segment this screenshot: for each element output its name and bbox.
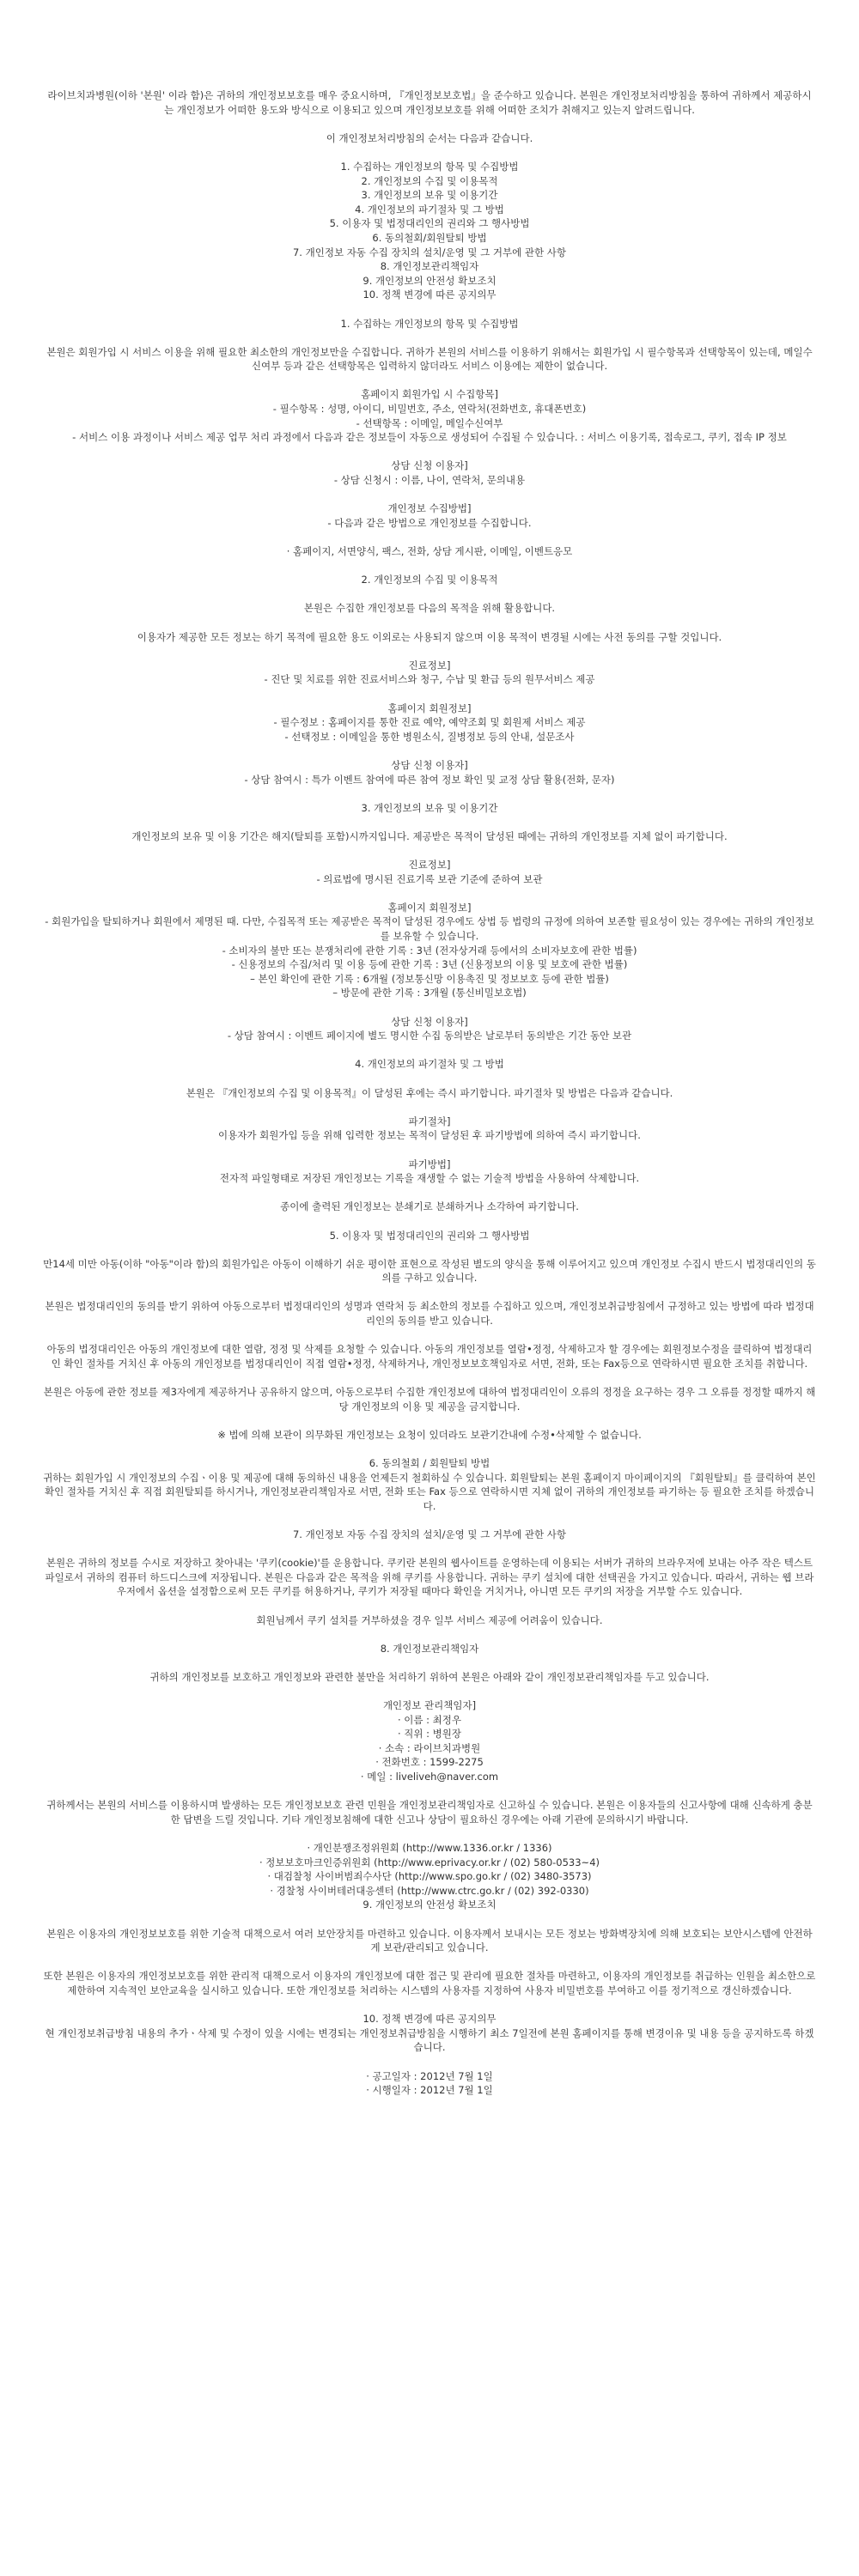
policy-paragraph: 상담 신청 이용자] - 상담 참여시 : 특가 이벤트 참여에 따른 참여 정보 확인 및 교정 상담 활용(전화, 문자) (244, 758, 615, 786)
policy-paragraph: 4. 개인정보의 파기절차 및 그 방법 (355, 1058, 504, 1071)
policy-paragraph: 귀하께서는 본원의 서비스를 이용하시며 발생하는 모든 개인정보보호 관련 민원을 개인정보관리책임자로 신고하실 수 있습니다. 본원은 이용자들의 신고사항에 대해 신속하게 충분한 답변을 드릴 것입니다. 기타 개인정보침해에 대한 신고나 상담이 필요하신 경우에는 아래 기관에 문의하시기 바랍니다. (46, 1799, 813, 1826)
policy-paragraph: 진료정보] - 진단 및 치료를 위한 진료서비스와 청구, 수납 및 환급 등의 원무서비스 제공 (264, 659, 595, 686)
policy-paragraph: 1. 수집하는 개인정보의 항목 및 수집방법 2. 개인정보의 수집 및 이용목적 3. 개인정보의 보유 및 이용기간 4. 개인정보의 파기절차 및 그 방법 5. 이용자 및 법정대리인의 권리와 그 행사방법 6. 동의철회/회원탈퇴 방법 7. 개인정보 자동 수집 장치의 설치/운영 및 그 거부에 관한 사항 8. 개인정보관리책임자 9. 개인정보의 안전성 확보조치 10. 정책 변경에 따른 공지의무 (292, 160, 566, 301)
policy-paragraph: 6. 동의철회 / 회원탈퇴 방법 귀하는 회원가입 시 개인정보의 수집ㆍ이용 및 제공에 대해 동의하신 내용을 언제든지 철회하실 수 있습니다. 회원탈퇴는 본원 홈페이지 마이페이지의 『회원탈퇴』를 클릭하여 본인 확인 절차를 거치신 후 직접 회원탈퇴를 하시거나, 개인정보관리책임자로 서면, 전화 또는 Fax 등으로 연락하시면 지체 없이 귀하의 개인정보를 파기하는 등 필요한 조치를 하겠습니다. (43, 1457, 816, 1512)
policy-paragraph: 상담 신청 이용자] - 상담 참여시 : 이벤트 페이지에 별도 명시한 수집 동의받은 날로부터 동의받은 기간 동안 보관 (227, 1015, 632, 1042)
policy-paragraph: 종이에 출력된 개인정보는 분쇄기로 분쇄하거나 소각하여 파기합니다. (280, 1200, 579, 1213)
policy-paragraph: 본원은 『개인정보의 수집 및 이용목적』이 달성된 후에는 즉시 파기합니다. 파기절차 및 방법은 다음과 같습니다. (186, 1086, 673, 1099)
policy-paragraph: 홈페이지 회원정보] - 회원가입을 탈퇴하거나 회원에서 제명된 때. 다만, 수집목적 또는 제공받은 목적이 달성된 경우에도 상법 등 법령의 규정에 의하여 보존할 필요성이 있는 경우에는 귀하의 개인정보를 보유할 수 있습니다. - 소비자의 불만 또는 분쟁처리에 관한 기록 : 3년 (전자상거래 등에서의 소비자보호에 관한 법률) - 신용정보의 수집/처리 및 이용 등에 관한 기록 : 3년 (신용정보의 이용 및 보호에 관한 법률) – 본인 확인에 관한 기록 : 6개월 (정보통신망 이용촉진 및 정보보호 등에 관한 법률) – 방문에 관한 기록 : 3개월 (통신비밀보호법) (45, 901, 814, 999)
policy-paragraph: 만14세 미만 아동(이하 "아동"이라 함)의 회원가입은 아동이 이해하기 쉬운 평이한 표현으로 작성된 별도의 양식을 통해 이루어지고 있으며 개인정보 수집시 반드시 법정대리인의 동의를 구하고 있습니다. (43, 1257, 816, 1285)
policy-paragraph: · 홈페이지, 서면양식, 팩스, 전화, 상담 게시판, 이메일, 이벤트응모 (286, 545, 573, 557)
policy-paragraph: 상담 신청 이용자] - 상담 신청시 : 이름, 나이, 연락처, 문의내용 (333, 459, 526, 487)
policy-paragraph: 홈페이지 회원가입 시 수집항목] - 필수항목 : 성명, 아이디, 비밀번호, 주소, 연락처(전화번호, 휴대폰번호) - 선택항목 : 이메일, 메일수신여부 - 서비스 이용 과정이나 서비스 제공 업무 처리 과정에서 다음과 같은 정보들이 자동으로 생성되어 수집될 수 있습니다. : 서비스 이용기록, 접속로그, 쿠키, 접속 IP 정보 (72, 388, 787, 444)
policy-paragraph: 이용자가 제공한 모든 정보는 하기 목적에 필요한 용도 이외로는 사용되지 않으며 이용 목적이 변경될 시에는 사전 동의를 구할 것입니다. (137, 630, 722, 643)
policy-paragraph: 10. 정책 변경에 따른 공지의무 현 개인정보취급방침 내용의 추가ㆍ삭제 및 수정이 있을 시에는 변경되는 개인정보취급방침을 시행하기 최소 7일전에 본원 홈페이지를 통해 변경이유 및 내용 등을 공지하도록 하겠습니다. (45, 2013, 814, 2054)
policy-paragraph: 개인정보 관리책임자] · 이름 : 최정우 · 직위 : 병원장 · 소속 : 라이브치과병원 · 전화번호 : 1599-2275 · 메일 : liveliveh@naver.com (360, 1699, 499, 1783)
policy-paragraph: 본원은 귀하의 정보를 수시로 저장하고 찾아내는 '쿠키(cookie)'를 운용합니다. 쿠키란 본원의 웹사이트를 운영하는데 이용되는 서버가 귀하의 브라우저에 보내는 아주 작은 텍스트 파일로서 귀하의 컴퓨터 하드디스크에 저장됩니다. 본원은 다음과 같은 목적을 위해 쿠키를 사용합니다. 귀하는 쿠키 설치에 대한 선택권을 가지고 있습니다. 따라서, 귀하는 웹 브라우저에서 옵션을 설정함으로써 모든 쿠키를 허용하거나, 쿠키가 저장될 때마다 확인을 거치거나, 아니면 모든 쿠키의 저장을 거부할 수도 있습니다. (45, 1557, 814, 1598)
policy-paragraph: 파기절차] 이용자가 회원가입 등을 위해 입력한 정보는 목적이 달성된 후 파기방법에 의하여 즉시 파기합니다. (218, 1115, 641, 1142)
policy-paragraph: · 공고일자 : 2012년 7월 1일 · 시행일자 : 2012년 7월 1일 (366, 2069, 493, 2097)
policy-paragraph: 3. 개인정보의 보유 및 이용기간 (361, 801, 498, 814)
policy-paragraph: 8. 개인정보관리책임자 (380, 1642, 479, 1655)
policy-paragraph: 또한 본원은 이용자의 개인정보보호를 위한 관리적 대책으로서 이용자의 개인정보에 대한 접근 및 관리에 필요한 절차를 마련하고, 이용자의 개인정보를 취급하는 인원을 최소한으로 제한하여 지속적인 보안교육을 실시하고 있습니다. 또한 개인정보를 처리하는 시스템의 사용자를 지정하여 사용자 비밀번호를 부여하고 이를 정기적으로 갱신하겠습니다. (43, 1970, 816, 1996)
policy-paragraph: 본원은 아동에 관한 정보를 제3자에게 제공하거나 공유하지 않으며, 아동으로부터 수집한 개인정보에 대하여 법정대리인이 오류의 정정을 요구하는 경우 그 오류를 정정할 때까지 해당 개인정보의 이용 및 제공을 금지합니다. (43, 1386, 816, 1413)
policy-paragraph: 본원은 이용자의 개인정보보호를 위한 기술적 대책으로서 여러 보안장치를 마련하고 있습니다. 이용자께서 보내시는 모든 정보는 방화벽장치에 의해 보호되는 보안시스템에 안전하게 보관/관리되고 있습니다. (46, 1927, 813, 1954)
policy-paragraph: 개인정보 수집방법] - 다음과 같은 방법으로 개인정보를 수집합니다. (327, 502, 532, 529)
policy-paragraph: 회원님께서 쿠키 설치를 거부하셨을 경우 일부 서비스 제공에 어려움이 있습니다. (256, 1613, 603, 1626)
policy-paragraph: 홈페이지 회원정보] - 필수정보 : 홈페이지를 통한 진료 예약, 예약조회 및 회원제 서비스 제공 - 선택정보 : 이메일을 통한 병원소식, 질병정보 등의 안내, 설문조사 (273, 702, 586, 743)
policy-paragraph: 개인정보의 보유 및 이용 기간은 해지(탈퇴를 포함)시까지입니다. 제공받은 목적이 달성된 때에는 귀하의 개인정보를 지체 없이 파기합니다. (131, 829, 728, 842)
policy-paragraph: 7. 개인정보 자동 수집 장치의 설치/운영 및 그 거부에 관한 사항 (292, 1528, 566, 1540)
policy-paragraph: 진료정보] - 의료법에 명시된 진료기록 보관 기준에 준하여 보관 (316, 859, 543, 885)
policy-paragraph: 본원은 회원가입 시 서비스 이용을 위해 필요한 최소한의 개인정보만을 수집합니다. 귀하가 본원의 서비스를 이용하기 위해서는 회원가입 시 필수항목과 선택항목이 있는데, 메일수신여부 등과 같은 선택항목은 입력하지 않더라도 서비스 이용에는 제한이 없습니다. (46, 345, 813, 373)
privacy-policy-document (43, 0, 816, 2098)
policy-paragraph: · 개인분쟁조정위원회 (http://www.1336.or.kr / 1336) · 정보보호마크인증위원회 (http://www.eprivacy.or.kr / (02) 580-0533~4) · 대검찰청 사이버범죄수사단 (http://www.spo.go.kr / (02) 3480-3573) · 경찰청 사이버테러대응센터 (http://www.ctrc.go.kr / (02) 392-0330) 9. 개인정보의 안전성 확보조치 (259, 1842, 600, 1911)
policy-paragraph: 본원은 수집한 개인정보를 다음의 목적을 위해 활용합니다. (303, 602, 556, 615)
policy-paragraph: 5. 이용자 및 법정대리인의 권리와 그 행사방법 (329, 1229, 530, 1242)
policy-paragraph: 본원은 법정대리인의 동의를 받기 위하여 아동으로부터 법정대리인의 성명과 연락처 등 최소한의 정보를 수집하고 있으며, 개인정보취급방침에서 규정하고 있는 방법에 따라 법정대리인의 동의를 받고 있습니다. (45, 1300, 814, 1327)
policy-paragraph: ※ 법에 의해 보관이 의무화된 개인정보는 요청이 있더라도 보관기간내에 수정•삭제할 수 없습니다. (217, 1428, 642, 1441)
policy-paragraph: 2. 개인정보의 수집 및 이용목적 (361, 574, 498, 586)
policy-paragraph: 아동의 법정대리인은 아동의 개인정보에 대한 열람, 정정 및 삭제를 요청할 수 있습니다. 아동의 개인정보를 열람•정정, 삭제하고자 할 경우에는 회원정보수정을 클릭하여 법정대리인 확인 절차를 거치신 후 아동의 개인정보를 법정대리인이 직접 열람•정정, 삭제하거나, 개인정보보호책임자로 서면, 전화, 또는 Fax등으로 연락하시면 필요한 조치를 취합니다. (46, 1343, 813, 1370)
policy-paragraph: 1. 수집하는 개인정보의 항목 및 수집방법 (340, 317, 519, 330)
policy-paragraph: 파기방법] 전자적 파일형태로 저장된 개인정보는 기록을 재생할 수 없는 기술적 방법을 사용하여 삭제합니다. (219, 1157, 640, 1185)
policy-paragraph: 이 개인정보처리방침의 순서는 다음과 같습니다. (326, 131, 533, 144)
policy-paragraph: 라이브치과병원(이하 '본원' 이라 함)은 귀하의 개인정보보호를 매우 중요시하며, 『개인정보보호법』을 준수하고 있습니다. 본원은 개인정보처리방침을 통하여 귀하께서 제공하시는 개인정보가 어떠한 용도와 방식으로 이용되고 있으며 개인정보보호를 위해 어떠한 조치가 취해지고 있는지 알려드립니다. (47, 89, 812, 116)
policy-paragraph: 귀하의 개인정보를 보호하고 개인정보와 관련한 불만을 처리하기 위하여 본원은 아래와 같이 개인정보관리책임자를 두고 있습니다. (149, 1670, 710, 1683)
